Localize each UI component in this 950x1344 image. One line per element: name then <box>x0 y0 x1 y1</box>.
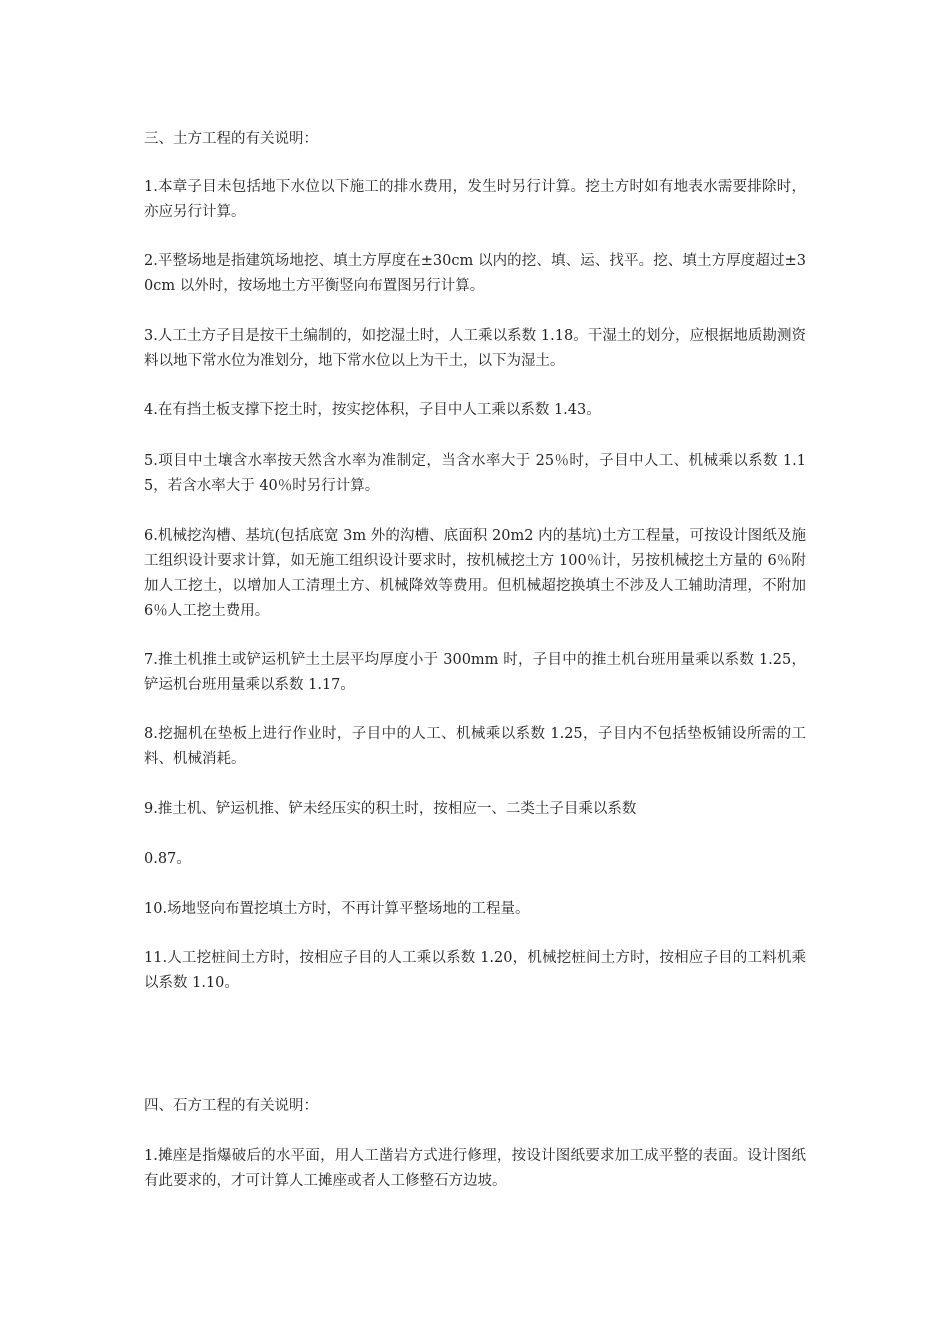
section3-item-11: 11.人工挖桩间土方时，按相应子目的人工乘以系数 1.20，机械挖桩间土方时，按相应子目的工料机乘以系数 1.10。 <box>144 950 806 991</box>
section3-item-3: 3.人工土方子目是按干土编制的，如挖湿土时，人工乘以系数 1.18。干湿土的划分，应根据地质勘测资料以地下常水位为准划分，地下常水位以上为干土，以下为湿土。 <box>144 328 806 369</box>
section3-item-10: 10.场地竖向布置挖填土方时，不再计算平整场地的工程量。 <box>144 901 530 917</box>
section3-item-7: 7.推土机推土或铲运机铲土土层平均厚度小于 300mm 时，子目中的推土机台班用量乘以系数 1.25，铲运机台班用量乘以系数 1.17。 <box>144 652 806 693</box>
section3-item-5: 5.项目中土壤含水率按天然含水率为准制定，当含水率大于 25％时，子目中人工、机械乘以系数 1.15，若含水率大于 40％时另行计算。 <box>144 453 806 494</box>
section4-item-1: 1.摊座是指爆破后的水平面，用人工凿岩方式进行修理，按设计图纸要求加工成平整的表面。设计图纸有此要求的，才可计算人工摊座或者人工修整石方边坡。 <box>144 1148 806 1189</box>
section3-item-2: 2.平整场地是指建筑场地挖、填土方厚度在±30cm 以内的挖、填、运、找平。挖、填土方厚度超过±30cm 以外时，按场地土方平衡竖向布置图另行计算。 <box>144 253 806 294</box>
section3-item-9: 9.推土机、铲运机推、铲未经压实的积土时，按相应一、二类土子目乘以系数 <box>144 801 637 817</box>
section3-heading: 三、土方工程的有关说明： <box>144 131 318 147</box>
section3-item-9-cont: 0.87。 <box>144 851 191 867</box>
section3-item-6: 6.机械挖沟槽、基坑(包括底宽 3m 外的沟槽、底面积 20m2 内的基坑)土方工程量，可按设计图纸及施工组织设计要求计算，如无施工组织设计要求时，按机械挖土方 100％计，另按机械挖土方量的 6％附加人工挖土，以增加人工清理土方、机械降效等费用。但机械超挖换填土不涉及人工辅助清理，不附加 6％人工挖土费用。 <box>144 528 806 619</box>
section3-item-1: 1.本章子目未包括地下水位以下施工的排水费用，发生时另行计算。挖土方时如有地表水需要排除时，亦应另行计算。 <box>144 179 806 220</box>
section3-item-4: 4.在有挡土板支撑下挖土时，按实挖体积，子目中人工乘以系数 1.43。 <box>144 402 601 418</box>
section3-item-8: 8.挖掘机在垫板上进行作业时，子目中的人工、机械乘以系数 1.25，子目内不包括垫板铺设所需的工料、机械消耗。 <box>144 726 806 767</box>
section4-heading: 四、石方工程的有关说明： <box>144 1098 318 1114</box>
